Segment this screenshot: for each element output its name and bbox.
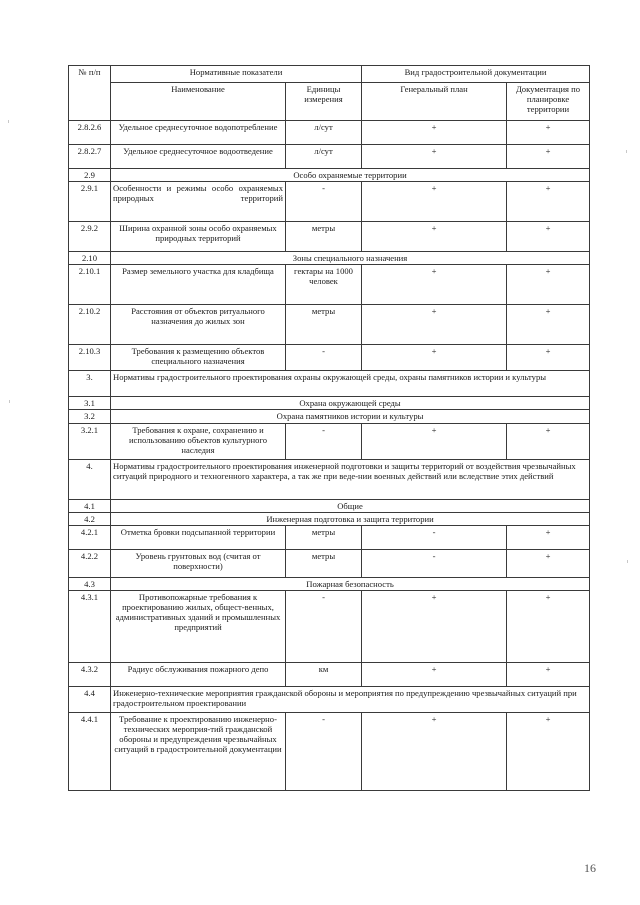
row-number: 2.9.2	[69, 222, 111, 252]
row-planning-doc-mark: +	[507, 712, 590, 790]
row-planning-doc-mark: +	[507, 265, 590, 305]
row-name: Требования к охране, сохранению и использованию объектов культурного наследия	[111, 423, 286, 459]
section-title: Особо охраняемые территории	[111, 169, 590, 182]
section-row	[69, 512, 590, 525]
row-unit: гектары на 1000 человек	[286, 265, 362, 305]
section-title: Нормативы градостроительного проектирования инженерной подготовки и защиты территорий от воздействия чрезвычайных ситуаций природного и техногенного характера, а так же при веде-нии военных действий или вследствие этих действий	[111, 459, 590, 499]
row-unit: -	[286, 345, 362, 371]
section-row	[69, 577, 590, 590]
table-row	[69, 145, 590, 169]
row-planning-doc-mark: +	[507, 590, 590, 662]
row-unit: -	[286, 590, 362, 662]
row-unit: л/сут	[286, 121, 362, 145]
row-number: 2.10	[69, 252, 111, 265]
section-row	[69, 459, 590, 499]
table-row	[69, 549, 590, 577]
scan-artifact	[9, 400, 10, 403]
table-row	[69, 305, 590, 345]
section-row	[69, 252, 590, 265]
section-title: Охрана памятников истории и культуры	[111, 410, 590, 423]
row-unit: км	[286, 662, 362, 686]
row-number: 4.1	[69, 499, 111, 512]
row-name: Противопожарные требования к проектированию жилых, общест-венных, административных зданий и промышленных предприятий	[111, 590, 286, 662]
row-planning-doc-mark: +	[507, 662, 590, 686]
row-general-plan-mark: +	[362, 121, 507, 145]
row-planning-doc-mark: +	[507, 345, 590, 371]
scan-artifact	[8, 120, 9, 123]
row-unit: -	[286, 423, 362, 459]
row-unit: -	[286, 182, 362, 222]
row-number: 3.	[69, 371, 111, 397]
normatives-table	[68, 65, 590, 791]
row-general-plan-mark: +	[362, 345, 507, 371]
section-row	[69, 499, 590, 512]
row-number: 2.8.2.6	[69, 121, 111, 145]
row-planning-doc-mark: +	[507, 121, 590, 145]
header-units: Единицы измерения	[286, 83, 362, 121]
row-general-plan-mark: +	[362, 662, 507, 686]
table-row	[69, 121, 590, 145]
row-planning-doc-mark: +	[507, 305, 590, 345]
header-name: Наименование	[111, 83, 286, 121]
table-row	[69, 590, 590, 662]
table-row	[69, 662, 590, 686]
row-planning-doc-mark: +	[507, 549, 590, 577]
row-general-plan-mark: +	[362, 145, 507, 169]
section-title: Зоны специального назначения	[111, 252, 590, 265]
table-subheader-row	[69, 83, 590, 121]
row-general-plan-mark: +	[362, 265, 507, 305]
header-general-plan: Генеральный план	[362, 83, 507, 121]
row-number: 4.4.1	[69, 712, 111, 790]
row-name: Ширина охранной зоны особо охраняемых природных территорий	[111, 222, 286, 252]
row-number: 2.9	[69, 169, 111, 182]
section-title: Инженерно-технические мероприятия гражданской обороны и мероприятия по предупреждению чрезвычайных ситуаций при градостроительном проектировании	[111, 686, 590, 712]
row-number: 2.10.2	[69, 305, 111, 345]
row-name: Требование к проектированию инженерно-технических мероприя-тий гражданской обороны и предупреждения чрезвычайных ситуаций в градостроительной документации	[111, 712, 286, 790]
row-unit: -	[286, 712, 362, 790]
row-name: Уровень грунтовых вод (считая от поверхности)	[111, 549, 286, 577]
section-row	[69, 397, 590, 410]
table-row	[69, 222, 590, 252]
table-row	[69, 423, 590, 459]
row-number: 4.3.1	[69, 590, 111, 662]
row-general-plan-mark: +	[362, 423, 507, 459]
section-title: Охрана окружающей среды	[111, 397, 590, 410]
row-general-plan-mark: +	[362, 182, 507, 222]
row-name: Удельное среднесуточное водоотведение	[111, 145, 286, 169]
section-title: Нормативы градостроительного проектирования охраны окружающей среды, охраны памятников истории и культуры	[111, 371, 590, 397]
row-unit: метры	[286, 525, 362, 549]
row-number: 3.1	[69, 397, 111, 410]
section-row	[69, 686, 590, 712]
section-title: Общие	[111, 499, 590, 512]
row-number: 3.2.1	[69, 423, 111, 459]
row-general-plan-mark: -	[362, 525, 507, 549]
row-name: Размер земельного участка для кладбища	[111, 265, 286, 305]
row-number: 2.10.3	[69, 345, 111, 371]
row-number: 4.	[69, 459, 111, 499]
row-general-plan-mark: +	[362, 712, 507, 790]
row-number: 2.9.1	[69, 182, 111, 222]
header-normative: Нормативные показатели	[111, 66, 362, 83]
row-general-plan-mark: -	[362, 549, 507, 577]
row-general-plan-mark: +	[362, 305, 507, 345]
row-number: 2.10.1	[69, 265, 111, 305]
section-title: Инженерная подготовка и защита территории	[111, 512, 590, 525]
row-planning-doc-mark: +	[507, 145, 590, 169]
table-header-row	[69, 66, 590, 83]
page-number: 16	[584, 861, 596, 875]
row-number: 4.2	[69, 512, 111, 525]
row-general-plan-mark: +	[362, 222, 507, 252]
row-name: Расстояния от объектов ритуального назначения до жилых зон	[111, 305, 286, 345]
section-row	[69, 410, 590, 423]
header-no: № п/п	[69, 66, 111, 121]
table-row	[69, 345, 590, 371]
table-row	[69, 525, 590, 549]
section-row	[69, 371, 590, 397]
row-number: 2.8.2.7	[69, 145, 111, 169]
row-number: 4.2.1	[69, 525, 111, 549]
row-name: Отметка бровки подсыпанной территории	[111, 525, 286, 549]
row-name: Требования к размещению объектов специального назначения	[111, 345, 286, 371]
row-name: Радиус обслуживания пожарного депо	[111, 662, 286, 686]
table-row	[69, 712, 590, 790]
section-title: Пожарная безопасность	[111, 577, 590, 590]
row-number: 4.3	[69, 577, 111, 590]
scan-artifact	[627, 560, 628, 563]
row-number: 3.2	[69, 410, 111, 423]
header-planning-doc: Документация по планировке территории	[507, 83, 590, 121]
row-planning-doc-mark: +	[507, 525, 590, 549]
row-name: Особенности и режимы особо охраняемых природных территорий	[111, 182, 286, 222]
row-planning-doc-mark: +	[507, 423, 590, 459]
section-row	[69, 169, 590, 182]
row-unit: метры	[286, 305, 362, 345]
table-row	[69, 182, 590, 222]
table-row	[69, 265, 590, 305]
row-number: 4.2.2	[69, 549, 111, 577]
row-number: 4.4	[69, 686, 111, 712]
row-unit: метры	[286, 222, 362, 252]
row-unit: л/сут	[286, 145, 362, 169]
row-general-plan-mark: +	[362, 590, 507, 662]
row-number: 4.3.2	[69, 662, 111, 686]
row-planning-doc-mark: +	[507, 182, 590, 222]
scan-artifact	[626, 150, 627, 153]
row-unit: метры	[286, 549, 362, 577]
row-name: Удельное среднесуточное водопотребление	[111, 121, 286, 145]
header-doc-type: Вид градостроительной документации	[362, 66, 590, 83]
row-planning-doc-mark: +	[507, 222, 590, 252]
